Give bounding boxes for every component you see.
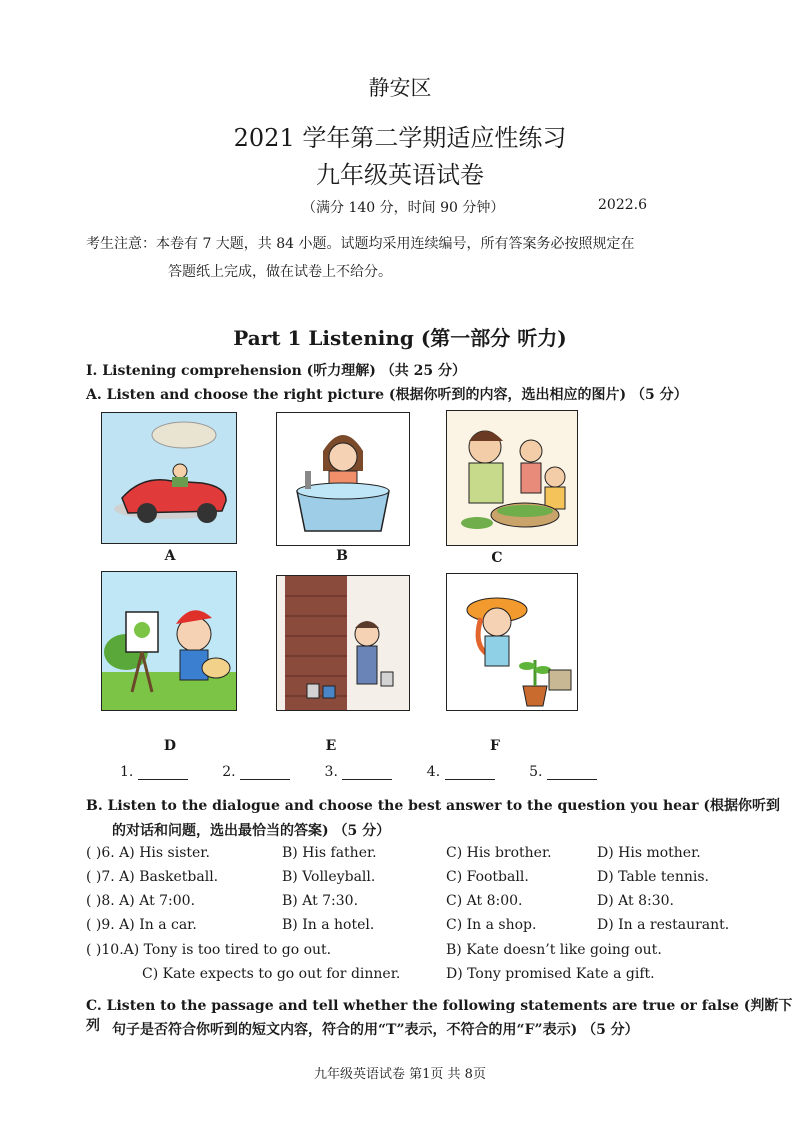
question-7-option-b[interactable]: B) Volleyball. bbox=[282, 869, 376, 885]
question-9-option-b[interactable]: B) In a hotel. bbox=[282, 917, 375, 933]
picture-f bbox=[446, 573, 578, 711]
family-vegetables-icon bbox=[447, 411, 577, 545]
picture-f-label: F bbox=[490, 738, 500, 754]
notice-line-2: 答题纸上完成，做在试卷上不给分。 bbox=[168, 264, 392, 280]
girl-planting-icon bbox=[447, 574, 577, 710]
question-8-option-d[interactable]: D) At 8:30. bbox=[597, 893, 674, 909]
question-8-option-c[interactable]: C) At 8:00. bbox=[446, 893, 523, 909]
blank-4[interactable]: 4. bbox=[427, 764, 495, 780]
question-6-option-c[interactable]: C) His brother. bbox=[446, 845, 552, 861]
picture-b-label: B bbox=[336, 548, 348, 564]
blank-3[interactable]: 3. bbox=[325, 764, 393, 780]
question-10-option-b[interactable]: B) Kate doesn’t like going out. bbox=[446, 942, 662, 958]
question-6[interactable]: ( )6. A) His sister. bbox=[86, 845, 210, 861]
question-9[interactable]: ( )9. A) In a car. bbox=[86, 917, 197, 933]
question-7-option-c[interactable]: C) Football. bbox=[446, 869, 529, 885]
exam-title: 2021 学年第二学期适应性练习 bbox=[233, 124, 567, 152]
question-10-option-d[interactable]: D) Tony promised Kate a gift. bbox=[446, 966, 655, 982]
exam-notice bbox=[86, 230, 736, 286]
picture-c bbox=[446, 410, 578, 546]
picture-e bbox=[276, 575, 410, 711]
girl-bath-icon bbox=[277, 413, 409, 545]
section-c-heading: C. Listen to the passage and tell whether the following statements are true or false (判断下列 bbox=[86, 998, 793, 1034]
question-10-option-c[interactable]: C) Kate expects to go out for dinner. bbox=[142, 966, 401, 982]
section-a-heading: A. Listen and choose the right picture (根据你听到的内容，选出相应的图片) （5 分） bbox=[86, 387, 688, 403]
question-8-option-b[interactable]: B) At 7:30. bbox=[282, 893, 359, 909]
district-title: 静安区 bbox=[368, 76, 432, 100]
blank-2[interactable]: 2. bbox=[222, 764, 290, 780]
page-footer: 九年级英语试卷 第1页 共 8页 bbox=[314, 1067, 486, 1082]
picture-a bbox=[101, 412, 237, 544]
question-9-option-c[interactable]: C) In a shop. bbox=[446, 917, 537, 933]
picture-b bbox=[276, 412, 410, 546]
boy-wall-icon bbox=[277, 576, 409, 710]
boy-painting-icon bbox=[102, 572, 236, 710]
question-10[interactable]: ( )10.A) Tony is too tired to go out. bbox=[86, 942, 332, 958]
picture-e-label: E bbox=[325, 738, 337, 754]
question-7[interactable]: ( )7. A) Basketball. bbox=[86, 869, 219, 885]
blank-1[interactable]: 1. bbox=[120, 764, 188, 780]
section-b-heading: B. Listen to the dialogue and choose the best answer to the question you hear (根据你听到 bbox=[86, 798, 780, 814]
question-7-option-d[interactable]: D) Table tennis. bbox=[597, 869, 709, 885]
question-8[interactable]: ( )8. A) At 7:00. bbox=[86, 893, 196, 909]
blank-5[interactable]: 5. bbox=[529, 764, 597, 780]
section-b-heading-cont: 的对话和问题，选出最恰当的答案) （5 分） bbox=[112, 823, 391, 839]
question-6-option-b[interactable]: B) His father. bbox=[282, 845, 377, 861]
question-9-option-d[interactable]: D) In a restaurant. bbox=[597, 917, 730, 933]
picture-a-label: A bbox=[164, 548, 176, 564]
picture-d bbox=[101, 571, 237, 711]
picture-d-label: D bbox=[163, 738, 177, 754]
section-i-heading: I. Listening comprehension (听力理解) （共 25 分） bbox=[86, 363, 467, 379]
picture-c-label: C bbox=[491, 550, 503, 566]
part-title: Part 1 Listening (第一部分 听力) bbox=[233, 326, 567, 350]
section-c-heading-cont: 句子是否符合你听到的短文内容，符合的用“T”表示，不符合的用“F”表示) （5 分） bbox=[112, 1022, 639, 1038]
answer-blanks bbox=[120, 764, 627, 780]
notice-line-1: 考生注意：本卷有 7 大题，共 84 小题。试题均采用连续编号，所有答案务必按照规定在 bbox=[86, 236, 635, 252]
exam-subtitle: 九年级英语试卷 bbox=[316, 161, 484, 189]
score-time: （满分 140 分，时间 90 分钟） bbox=[302, 200, 505, 216]
exam-date: 2022.6 bbox=[598, 197, 647, 213]
car-cartoon-icon bbox=[102, 413, 236, 543]
question-6-option-d[interactable]: D) His mother. bbox=[597, 845, 701, 861]
